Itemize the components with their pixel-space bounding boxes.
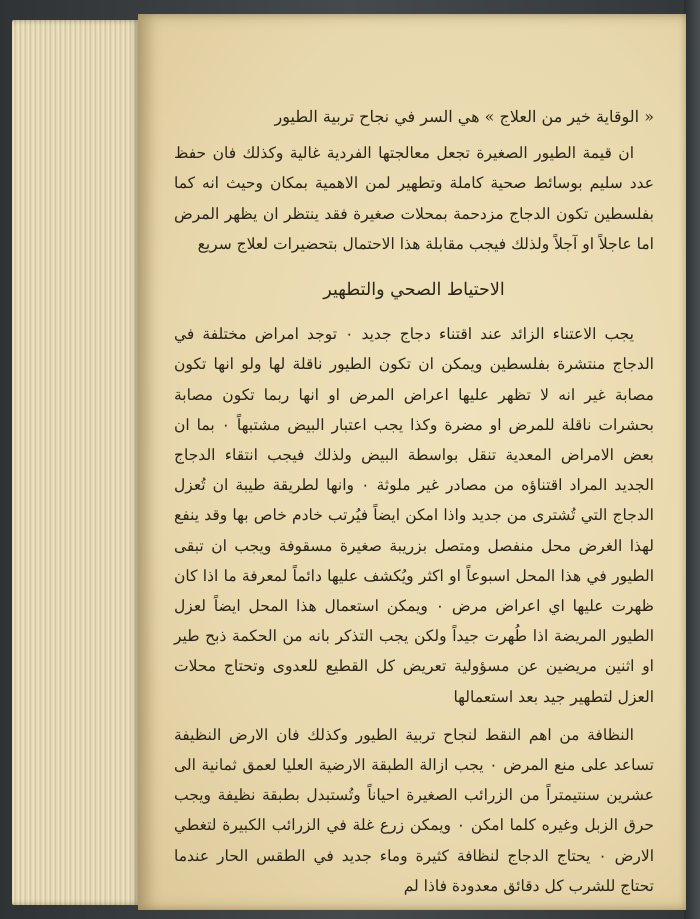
paragraph-cleanliness: النظافة من اهم النقط لنجاح تربية الطيور وكذلك فان الارض النظيفة تساعد على منع المرض ٠ يجب ازالة الطبقة الارضية العليا لعمق ثمانية الى عشرين سنتيمتراً من الزرائب الصغيرة احياناً وتُستبدل بطبقة نظيفة ويجب حرق الزبل وغيره كلما امكن ٠ ويمكن زرع غلة في الزرائب الكبيرة لتغطي الارض ٠ يحتاج الدجاج لنظافة كثيرة وماء جديد في الطقس الحار عندما تحتاج للشرب كل دقائق معدودة فاذا لم <box>174 725 654 895</box>
paragraph-intro: ان قيمة الطيور الصغيرة تجعل معالجتها الفردية غالية وكذلك فان حفظ عدد سليم بوسائط صحية كاملة وتطهير لمن الاهمية بمكان وحيث انه كما بفلسطين تكون الدجاج مزدحمة بمحلات صغيرة فقد ينتظر ان يظهر المرض اما عاجلاً او آجلاً ولذلك فيجب مقابلة هذا الاحتمال بتحضيرات لعلاج سريع <box>174 144 654 253</box>
page-edges <box>12 20 140 905</box>
section-title: الاحتياط الصحي والتطهير <box>323 280 505 301</box>
book-cover-edge <box>684 0 700 919</box>
paragraph-new-birds: يجب الاعتناء الزائد عند اقتناء دجاج جديد ٠ توجد امراض مختلفة في الدجاج منتشرة بفلسطين ويمكن ان تكون الطيور ناقلة لها ولو انها تكون مصابة غير انه لا تظهر عليها اعراض المرض او انها ربما تكون مصابة بحشرات ناقلة للمرض او مضرة وكذا يجب اعتبار البيض مشتبهاً ٠ بما ان بعض الامراض المعدية تنقل بواسطة البيض ولذلك فيجب انتقاء الدجاج الجديد المراد اقتناؤه من مصادر غير ملوثة ٠ وانها لطريقة طيبة ان تُعزل الدجاج التي تُشترى من جديد واذا امكن ايضاً فيُرتب خادم خاص بها وقد ينفع لهذا الغرض محل منفصل ومتصل بزريبة صغيرة مسقوفة ويجب ان تبقى الطيور في هذا المحل اسبوعاً او اكثر ويُكشف عليها دائماً لمعرفة ما اذا كان ظهرت عليها اي اعراض مرض ٠ ويمكن استعمال هذا المحل ايضاً لعزل الطيور المريضة اذا طُهرت جيداً ولكن يجب التذكر بانه من الحكمة ذبح طير او اثنين مريضين عن مسؤولية تعريض كل القطيع للعدوى وتحتاج محلات العزل لتطهير جيد بعد استعمالها <box>174 325 654 706</box>
page-text <box>174 102 654 901</box>
page-heading: « الوقاية خير من العلاج » هي السر في نجاح تربية الطيور <box>274 107 654 126</box>
book-page <box>138 14 686 910</box>
